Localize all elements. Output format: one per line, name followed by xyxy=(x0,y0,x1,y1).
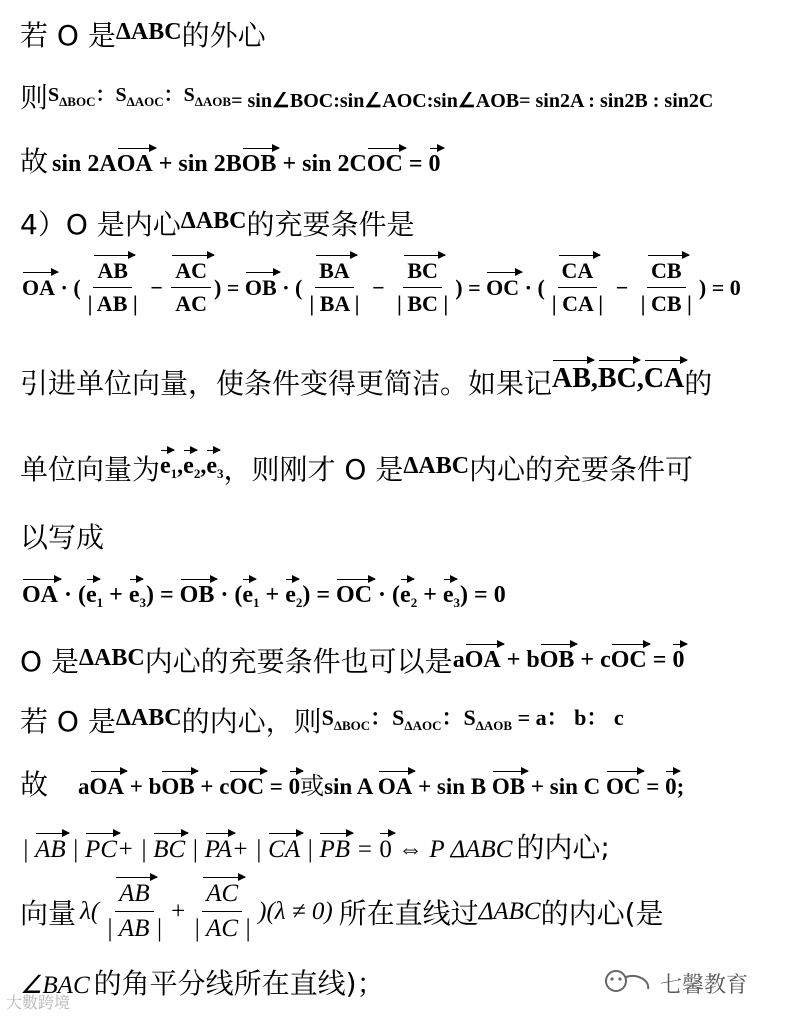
ratio-expression: = sin∠BOC:sin∠AOC:sin∠AOB= sin2A : sin2B : sin2C xyxy=(231,90,714,112)
equals: = xyxy=(402,151,429,177)
area-symbol: S xyxy=(463,705,476,730)
text: O 是 xyxy=(20,645,79,678)
vector-ab: AB xyxy=(552,363,591,394)
text: 的外心 xyxy=(181,19,266,52)
vector-oa: OA xyxy=(464,647,501,673)
triangle-label: ΔABC xyxy=(180,208,247,234)
area-subscript: ΔAOC xyxy=(404,718,442,733)
zero-vector: 0 xyxy=(379,836,392,863)
triangle-label: ΔABC xyxy=(115,705,182,731)
expr: + sin 2B xyxy=(152,151,242,177)
text: 引进单位向量，使条件变得更简洁。如果记 xyxy=(20,367,553,400)
vector-e2: e xyxy=(183,453,194,479)
vector-e1: e xyxy=(86,582,97,608)
iff-symbol: ⇔ xyxy=(398,836,424,863)
numerator: BC xyxy=(403,258,442,288)
lambda: λ xyxy=(80,897,91,925)
subscript: 3 xyxy=(139,595,146,610)
zero-vector: 0 xyxy=(288,774,301,799)
line-can-be-written xyxy=(20,516,104,556)
ratio: = a： b： c xyxy=(517,705,624,730)
text: 的内心，则 xyxy=(181,705,322,738)
text: 或 xyxy=(300,772,325,800)
text: 的内心; xyxy=(516,831,610,864)
vector-ab: AB xyxy=(35,836,66,863)
denominator: AC xyxy=(175,291,208,316)
area-symbol: S xyxy=(392,705,405,730)
text: 则 xyxy=(20,81,49,114)
vector-oc: OC xyxy=(606,774,641,799)
triangle-label: ΔABC xyxy=(78,645,145,671)
numerator: CA xyxy=(558,258,598,288)
text: 内心的充要条件也可以是 xyxy=(144,645,453,678)
line-unit-vector-intro: 引进单位向量，使条件变得更简洁。如果记AB,BC,CA的 xyxy=(20,363,713,400)
vector-bc: BC xyxy=(153,836,186,863)
vector-e1: e xyxy=(160,453,171,479)
area-subscript: ΔBOC xyxy=(59,94,96,109)
wechat-logo-icon xyxy=(598,967,658,995)
angle-bac: ∠BAC xyxy=(20,972,90,999)
line-unit-vector-condition: OA · $(e_1 + e_3)$ = OB · $(e_1 + e_2)$ = OC · $(e_2 + e_3) = 0$ xyxy=(22,582,506,610)
area-symbol: S xyxy=(321,705,334,730)
vector-pc: PC xyxy=(85,836,117,863)
text: 故 xyxy=(20,145,49,178)
coef: a xyxy=(78,774,90,799)
area-symbol: S xyxy=(183,84,195,106)
denominator: | AB | xyxy=(106,915,163,942)
subscript: 3 xyxy=(453,595,461,610)
text: 以写成 xyxy=(20,521,105,554)
numerator: AC xyxy=(171,258,211,288)
zero-vector: 0 xyxy=(665,774,677,799)
subscript: 2 xyxy=(295,595,303,610)
numerator: CB xyxy=(647,258,686,288)
punct: ; xyxy=(676,774,685,799)
line-angle-bisector-vector: 向量 λ ( $\frac{AB}{| AB |}$ + $\frac{AC}{| AC |}$ ) (λ ≠ 0) 所在直线过 ΔABC 的内心(是 xyxy=(20,880,664,942)
vector-oa: OA xyxy=(22,582,58,608)
coef: b xyxy=(526,647,540,673)
fraction xyxy=(189,880,255,943)
line-angle-bisector-end xyxy=(20,962,385,1002)
line-incenter-dot-product-condition: OA · ( $\frac{AB}{| AB |}$ − $\frac{AC}{AC}$ ) = OB · ( $\frac{BA}{| BA |}$ − $\frac{BC}{| BC |}$ ) = OC · ( $\frac{CA}{| CA |}$ − $\frac{CB}{| CB |}$ ) = 0 xyxy=(22,258,741,316)
vector-oc: OC xyxy=(610,647,647,673)
vector-ob: OB xyxy=(179,582,215,608)
coef: c xyxy=(600,647,611,673)
vector-e3: e xyxy=(206,453,217,479)
triangle-label: ΔABC xyxy=(450,836,513,863)
vector-ca: CA xyxy=(268,836,301,863)
numerator: AC xyxy=(202,880,242,912)
expr: sin 2A xyxy=(52,151,117,177)
text: 的 xyxy=(684,367,713,400)
fraction xyxy=(548,258,607,317)
text: 若 O 是 xyxy=(20,19,116,52)
text: 的内心(是 xyxy=(540,896,664,930)
fraction xyxy=(393,258,452,317)
vector-oa: OA xyxy=(116,151,153,177)
area-subscript: ΔBOC xyxy=(333,718,371,733)
text: 的角平分线所在直线)； xyxy=(93,967,385,1000)
text: 所在直线过 xyxy=(338,896,479,930)
area-subscript: ΔAOB xyxy=(194,94,232,109)
subscript: 1 xyxy=(253,595,260,610)
coef: a xyxy=(452,647,465,673)
expr: sin B xyxy=(436,774,487,799)
denominator: | CA | xyxy=(551,291,604,316)
vector-e2: e xyxy=(285,582,296,608)
vector-ob: OB xyxy=(241,151,277,177)
triangle-label: ΔABC xyxy=(403,453,470,479)
denominator: | CB | xyxy=(640,291,692,316)
line-area-ratio-circumcenter: 则$S_{\Delta BOC}$：$S_{\Delta AOC}$：$S_{\Delta AOB}=$ sin∠BOC:sin∠AOC:sin∠AOB= sin2A : sin2B : sin2C xyxy=(20,81,714,114)
vector-bc: BC xyxy=(597,363,637,394)
vector-oc: OC xyxy=(366,151,403,177)
triangle-label: ΔABC xyxy=(115,19,182,45)
subscript: 1 xyxy=(170,466,178,481)
denominator: | AB | xyxy=(87,291,138,316)
subscript: 2 xyxy=(410,595,418,610)
triangle-label: ΔABC xyxy=(478,897,541,925)
area-subscript: ΔAOC xyxy=(126,94,164,109)
text: 4）O 是内心 xyxy=(20,208,181,241)
vector-ob: OB xyxy=(539,647,575,673)
line-incenter-condition-intro xyxy=(20,203,415,243)
corner-watermark: 大數跨境 xyxy=(6,993,71,1012)
text: 向量 xyxy=(20,896,77,930)
text: 单位向量为 xyxy=(20,453,161,486)
brand-watermark: 七馨教育 xyxy=(660,973,749,998)
line-weighted-sum-condition: O 是ΔABC内心的充要条件也可以是aOA + bOB + cOC = 0 xyxy=(20,645,685,678)
vector-e3: e xyxy=(128,582,140,608)
denominator: | BC | xyxy=(396,291,449,316)
numerator: AB xyxy=(115,880,154,912)
line-sin-vector-sum xyxy=(20,140,441,180)
vector-e1: e xyxy=(242,582,254,608)
vector-oa: OA xyxy=(377,774,413,799)
subscript: 3 xyxy=(216,466,224,481)
lambda-condition: (λ ≠ 0) xyxy=(266,897,333,925)
area-symbol: S xyxy=(115,84,127,106)
area-symbol: S xyxy=(48,84,60,106)
vector-oc: OC xyxy=(229,774,264,799)
point-p: P xyxy=(429,836,445,863)
vector-ob: OB xyxy=(244,274,277,300)
vector-pb: PB xyxy=(319,836,351,863)
vector-oc: OC xyxy=(486,274,520,300)
text: 内心的充要条件可 xyxy=(469,453,694,486)
coef: c xyxy=(219,774,230,799)
line-circumcenter-intro xyxy=(20,14,266,54)
fraction xyxy=(84,258,142,317)
fraction xyxy=(171,258,211,317)
fraction xyxy=(102,880,166,943)
area-subscript: ΔAOB xyxy=(475,718,513,733)
zero-vector: 0 xyxy=(672,647,685,673)
line-unit-vectors: 单位向量为$e_1,e_2,e_3$，则刚才 O 是ΔABC内心的充要条件可 xyxy=(20,453,694,486)
expr: sin C xyxy=(549,774,601,799)
vector-e3: e xyxy=(442,582,454,608)
coef: b xyxy=(148,774,162,799)
zero: 0 xyxy=(493,582,506,608)
zero: 0 xyxy=(729,274,741,300)
subscript: 1 xyxy=(96,595,104,610)
line-therefore-vector-sums: 故 aOA + bOB + cOC = 0或sin A OA + sin B OB + sin C OC = 0; xyxy=(20,768,685,801)
vector-oa: OA xyxy=(22,274,55,300)
vector-ca: CA xyxy=(643,363,685,394)
vector-ob: OB xyxy=(491,774,526,799)
text: 的充要条件是 xyxy=(246,208,415,241)
denominator: | AC | xyxy=(193,915,252,942)
text: 故 xyxy=(20,768,49,801)
vector-ob: OB xyxy=(161,774,195,799)
vector-oc: OC xyxy=(336,582,373,608)
denominator: | BA | xyxy=(309,291,360,316)
vector-pa: PA xyxy=(204,836,232,863)
zero-vector: 0 xyxy=(428,151,441,177)
subscript: 2 xyxy=(193,466,201,481)
vector-oa: OA xyxy=(89,774,125,799)
numerator: AB xyxy=(93,258,132,288)
fraction xyxy=(637,258,696,317)
line-p-incenter-condition: | AB | PC+ | BC | PA+ | CA | PB = 0 ⇔ P ΔABC 的内心; xyxy=(22,831,610,864)
numerator: BA xyxy=(315,258,354,288)
fraction xyxy=(305,258,363,317)
expr: + sin 2C xyxy=(276,151,367,177)
vector-e2: e xyxy=(400,582,411,608)
line-incenter-area-ratio: 若 O 是ΔABC的内心，则$S_{\Delta BOC}$：$S_{\Delta AOC}$：$S_{\Delta AOB} = a$： b： c xyxy=(20,705,624,738)
expr: sin A xyxy=(324,774,373,799)
text: ，则刚才 O 是 xyxy=(223,453,404,486)
text: 若 O 是 xyxy=(20,705,116,738)
